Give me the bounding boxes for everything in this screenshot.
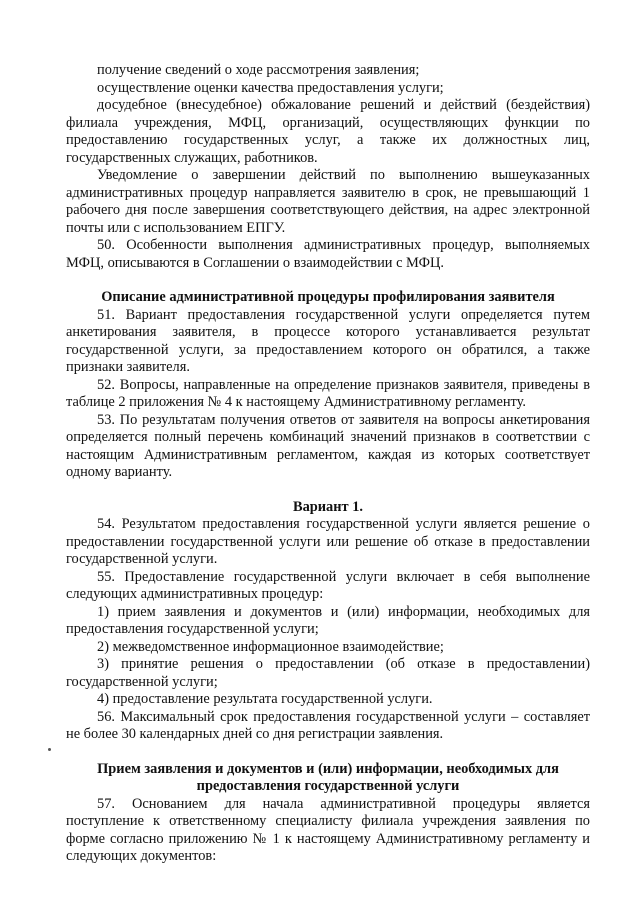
paragraph: 51. Вариант предоставления государственной услуги определяется путем анкетирования заявителя, в процессе которого устанавливается результат государственной услуги, за предоставлением которого он обратился, а также признаки заявителя.	[66, 306, 590, 375]
paragraph: получение сведений о ходе рассмотрения заявления;	[97, 62, 420, 78]
paragraph: 52. Вопросы, направленные на определение признаков заявителя, приведены в таблице 2 приложения № 4 к настоящему Административному регламенту.	[66, 376, 590, 410]
list-item: 4) предоставление результата государственной услуги.	[97, 691, 433, 707]
paragraph: 56. Максимальный срок предоставления государственной услуги – составляет не более 30 календарных дней со дня регистрации заявления.	[66, 708, 590, 742]
paragraph: 54. Результатом предоставления государственной услуги является решение о предоставлении государственной услуги или решение об отказе в предоставлении государственной услуги.	[66, 516, 590, 567]
paragraph: досудебное (внесудебное) обжалование решений и действий (бездействия) филиала учреждения, МФЦ, организаций, осуществляющих функции по предоставлению государственных услуг, а также их должностных лиц, государственных служащих, работников.	[66, 97, 590, 166]
section-heading-reception: Прием заявления и документов и (или) информации, необходимых для предоставления государственной услуги	[97, 760, 559, 794]
paragraph: 55. Предоставление государственной услуги включает в себя выполнение следующих административных процедур:	[66, 568, 590, 602]
list-item: 1) прием заявления и документов и (или) информации, необходимых для предоставления государственной услуги;	[66, 603, 590, 637]
scan-speck	[48, 748, 51, 751]
list-item: 3) принятие решения о предоставлении (об отказе в предоставлении) государственной услуги;	[66, 656, 590, 690]
list-item: 2) межведомственное информационное взаимодействие;	[97, 638, 444, 655]
section-heading-variant: Вариант 1.	[292, 498, 364, 515]
section-heading-profiling: Описание административной процедуры профилирования заявителя	[101, 289, 555, 305]
paragraph: 57. Основанием для начала административной процедуры является поступление к ответственному специалисту филиала учреждения заявления по форме согласно приложению № 1 к настоящему Административному регламенту и следующих документов:	[66, 795, 590, 864]
paragraph: 53. По результатам получения ответов от заявителя на вопросы анкетирования определяется полный перечень комбинаций значений признаков в соответствии с настоящим Административным регламентом, каждая из которых соответствует одному варианту.	[66, 411, 590, 480]
paragraph: 50. Особенности выполнения административных процедур, выполняемых МФЦ, описываются в Соглашении о взаимодействии с МФЦ.	[66, 237, 590, 271]
paragraph: Уведомление о завершении действий по выполнению вышеуказанных административных процедур направляется заявителю в срок, не превышающий 1 рабочего дня после завершения соответствующего действия, на адрес электронной почты или с использованием ЕПГУ.	[66, 167, 590, 236]
paragraph: осуществление оценки качества предоставления услуги;	[97, 79, 444, 96]
